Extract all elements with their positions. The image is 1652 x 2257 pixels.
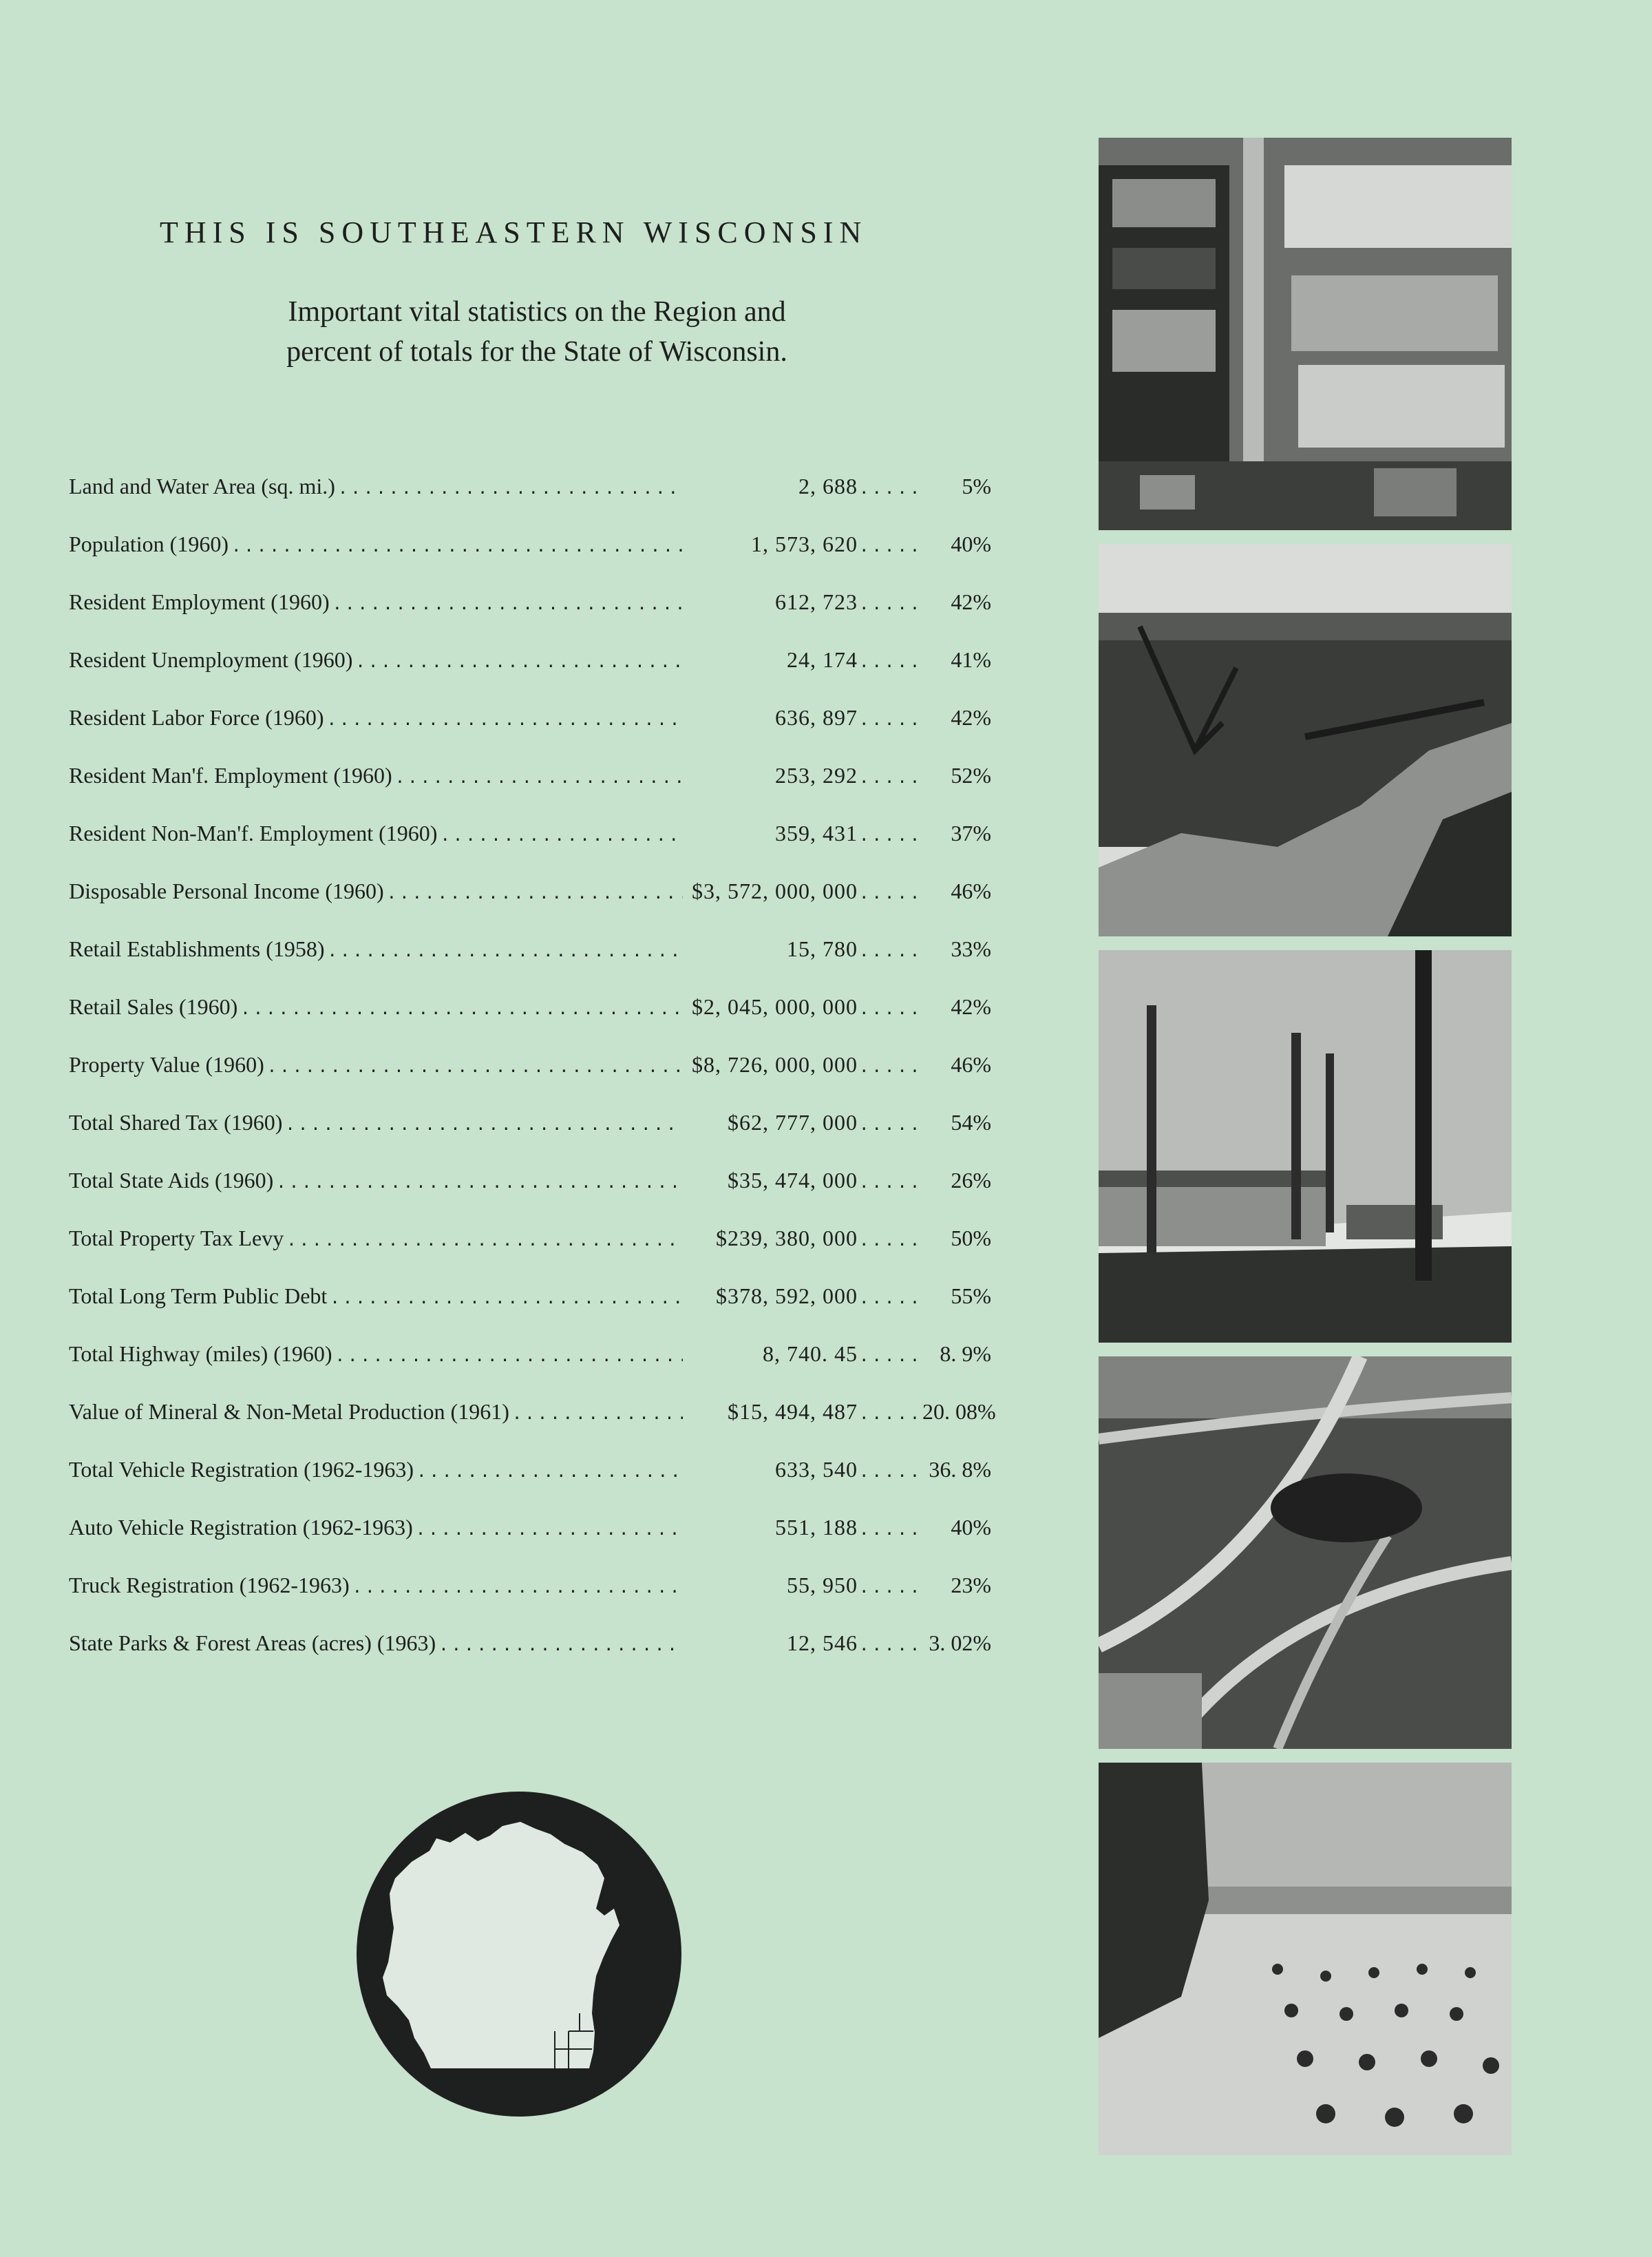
stat-percent: 5% [962,474,991,498]
stat-percent: 40% [951,1515,991,1540]
stat-value: 55, 950 [787,1573,858,1597]
subtitle-line-1: Important vital statistics on the Region and [288,296,786,328]
stat-value: $3, 572, 000, 000 [692,879,858,903]
stat-row [69,474,991,532]
stat-label: Population (1960) [69,532,229,556]
subtitle-line-2: percent of totals for the State of Wisconsin. [286,336,787,368]
leader-dots [440,826,683,845]
stat-percent: 33% [951,936,991,961]
stat-label: Resident Employment (1960) [69,589,330,614]
leader-dots [859,652,921,671]
stat-label: Retail Sales (1960) [69,994,238,1019]
leader-dots [332,594,683,613]
leader-dots [859,1230,921,1250]
leader-dots [387,883,683,903]
stat-row [69,994,991,1052]
leader-dots [859,1404,921,1423]
stat-row [69,1110,991,1168]
leader-dots [859,1173,921,1192]
stat-row [69,1168,991,1226]
stat-percent: 37% [951,821,991,846]
stat-percent: 42% [951,589,991,614]
leader-dots [859,999,921,1018]
leader-dots [231,536,683,556]
stat-percent: 36. 8% [929,1457,991,1482]
stat-row [69,1226,991,1283]
page-subtitle [179,292,895,372]
wisconsin-map-icon [355,1790,683,2118]
leader-dots [338,479,683,498]
stat-label: Total Property Tax Levy [69,1226,284,1250]
leader-dots [240,999,683,1018]
stat-value: 12, 546 [787,1630,858,1655]
leader-dots [859,883,921,903]
stat-value: 24, 174 [787,647,858,672]
industrial-aerial-photo [1099,138,1512,530]
stat-row [69,1515,991,1573]
leader-dots [438,1635,683,1655]
stat-row [69,821,991,879]
leader-dots [416,1520,683,1539]
stat-percent: 20. 08% [922,1399,996,1424]
stat-percent: 42% [951,705,991,730]
leader-dots [267,1057,683,1076]
stat-row [69,1341,991,1399]
leader-dots [859,479,921,498]
leader-dots [859,1577,921,1597]
stat-row [69,589,991,647]
leader-dots [286,1230,683,1250]
stat-label: State Parks & Forest Areas (acres) (1963) [69,1630,436,1655]
leader-dots [352,1577,683,1597]
leader-dots [859,1462,921,1481]
stat-label: Truck Registration (1962-1963) [69,1573,350,1597]
stat-percent: 26% [951,1168,991,1193]
stat-label: Property Value (1960) [69,1052,264,1077]
stat-label: Resident Non-Man'f. Employment (1960) [69,821,438,846]
stat-value: 633, 540 [775,1457,858,1482]
leader-dots [416,1462,683,1481]
farm-field-photo [1099,1763,1512,2155]
stat-value: $15, 494, 487 [728,1399,858,1424]
leader-dots [327,710,683,729]
stat-value: $62, 777, 000 [728,1110,858,1135]
stat-value: 636, 897 [775,705,858,730]
stat-row [69,647,991,705]
leader-dots [859,1057,921,1076]
page-title: THIS IS SOUTHEASTERN WISCONSIN [160,216,868,249]
stat-value: 15, 780 [787,936,858,961]
stat-value: $2, 045, 000, 000 [692,994,858,1019]
stat-value: $378, 592, 000 [716,1283,858,1308]
stat-percent: 46% [951,879,991,903]
stat-value: 253, 292 [775,763,858,788]
stat-label: Retail Establishments (1958) [69,936,325,961]
leader-dots [859,1635,921,1655]
stat-value: $35, 474, 000 [728,1168,858,1193]
leader-dots [859,710,921,729]
photo-column [1099,138,1520,2169]
leader-dots [330,1288,683,1308]
stat-row [69,1457,991,1515]
stat-value: 551, 188 [775,1515,858,1540]
leader-dots [512,1404,683,1423]
stat-label: Value of Mineral & Non-Metal Production (1961) [69,1399,509,1424]
stat-percent: 8. 9% [940,1341,991,1366]
leader-dots [859,1346,921,1365]
stat-percent: 41% [951,647,991,672]
stat-value: 359, 431 [775,821,858,846]
stat-label: Land and Water Area (sq. mi.) [69,474,335,498]
leader-dots [859,826,921,845]
leader-dots [859,941,921,960]
stat-percent: 3. 02% [929,1630,991,1655]
stat-label: Total Vehicle Registration (1962-1963) [69,1457,414,1482]
stat-row [69,1283,991,1341]
stat-row [69,1573,991,1630]
stat-value: $8, 726, 000, 000 [692,1052,858,1077]
stat-row [69,1052,991,1110]
stat-label: Resident Labor Force (1960) [69,705,324,730]
stat-label: Resident Man'f. Employment (1960) [69,763,392,788]
stat-value: $239, 380, 000 [716,1226,858,1250]
leader-dots [859,768,921,787]
stat-percent: 54% [951,1110,991,1135]
leader-dots [328,941,684,960]
marsh-lake-photo [1099,544,1512,936]
statistics-list [69,474,996,1688]
stat-percent: 23% [951,1573,991,1597]
stat-row [69,532,991,589]
stat-percent: 42% [951,994,991,1019]
stat-percent: 55% [951,1283,991,1308]
stat-row [69,936,991,994]
stat-label: Total Shared Tax (1960) [69,1110,283,1135]
stat-value: 2, 688 [798,474,858,498]
leader-dots [335,1346,683,1365]
stat-value: 612, 723 [775,589,858,614]
leader-dots [859,1115,921,1134]
leader-dots [859,1288,921,1308]
leader-dots [395,768,683,787]
leader-dots [276,1173,683,1192]
leader-dots [285,1115,683,1134]
leader-dots [859,594,921,613]
stat-label: Total Highway (miles) (1960) [69,1341,332,1366]
suburban-trees-photo [1099,950,1512,1343]
leader-dots [859,536,921,556]
stat-label: Auto Vehicle Registration (1962-1963) [69,1515,413,1540]
stat-row [69,1399,996,1457]
stat-row [69,879,991,936]
stat-percent: 52% [951,763,991,788]
stat-label: Total State Aids (1960) [69,1168,274,1193]
stat-label: Resident Unemployment (1960) [69,647,353,672]
leader-dots [859,1520,921,1539]
stat-value: 1, 573, 620 [751,532,858,556]
highway-interchange-photo [1099,1356,1512,1749]
stat-label: Disposable Personal Income (1960) [69,879,384,903]
stat-percent: 46% [951,1052,991,1077]
stat-value: 8, 740. 45 [763,1341,858,1366]
stat-label: Total Long Term Public Debt [69,1283,328,1308]
stat-percent: 40% [951,532,991,556]
leader-dots [355,652,683,671]
stat-row [69,763,991,821]
stat-percent: 50% [951,1226,991,1250]
stat-row [69,1630,991,1688]
stat-row [69,705,991,763]
